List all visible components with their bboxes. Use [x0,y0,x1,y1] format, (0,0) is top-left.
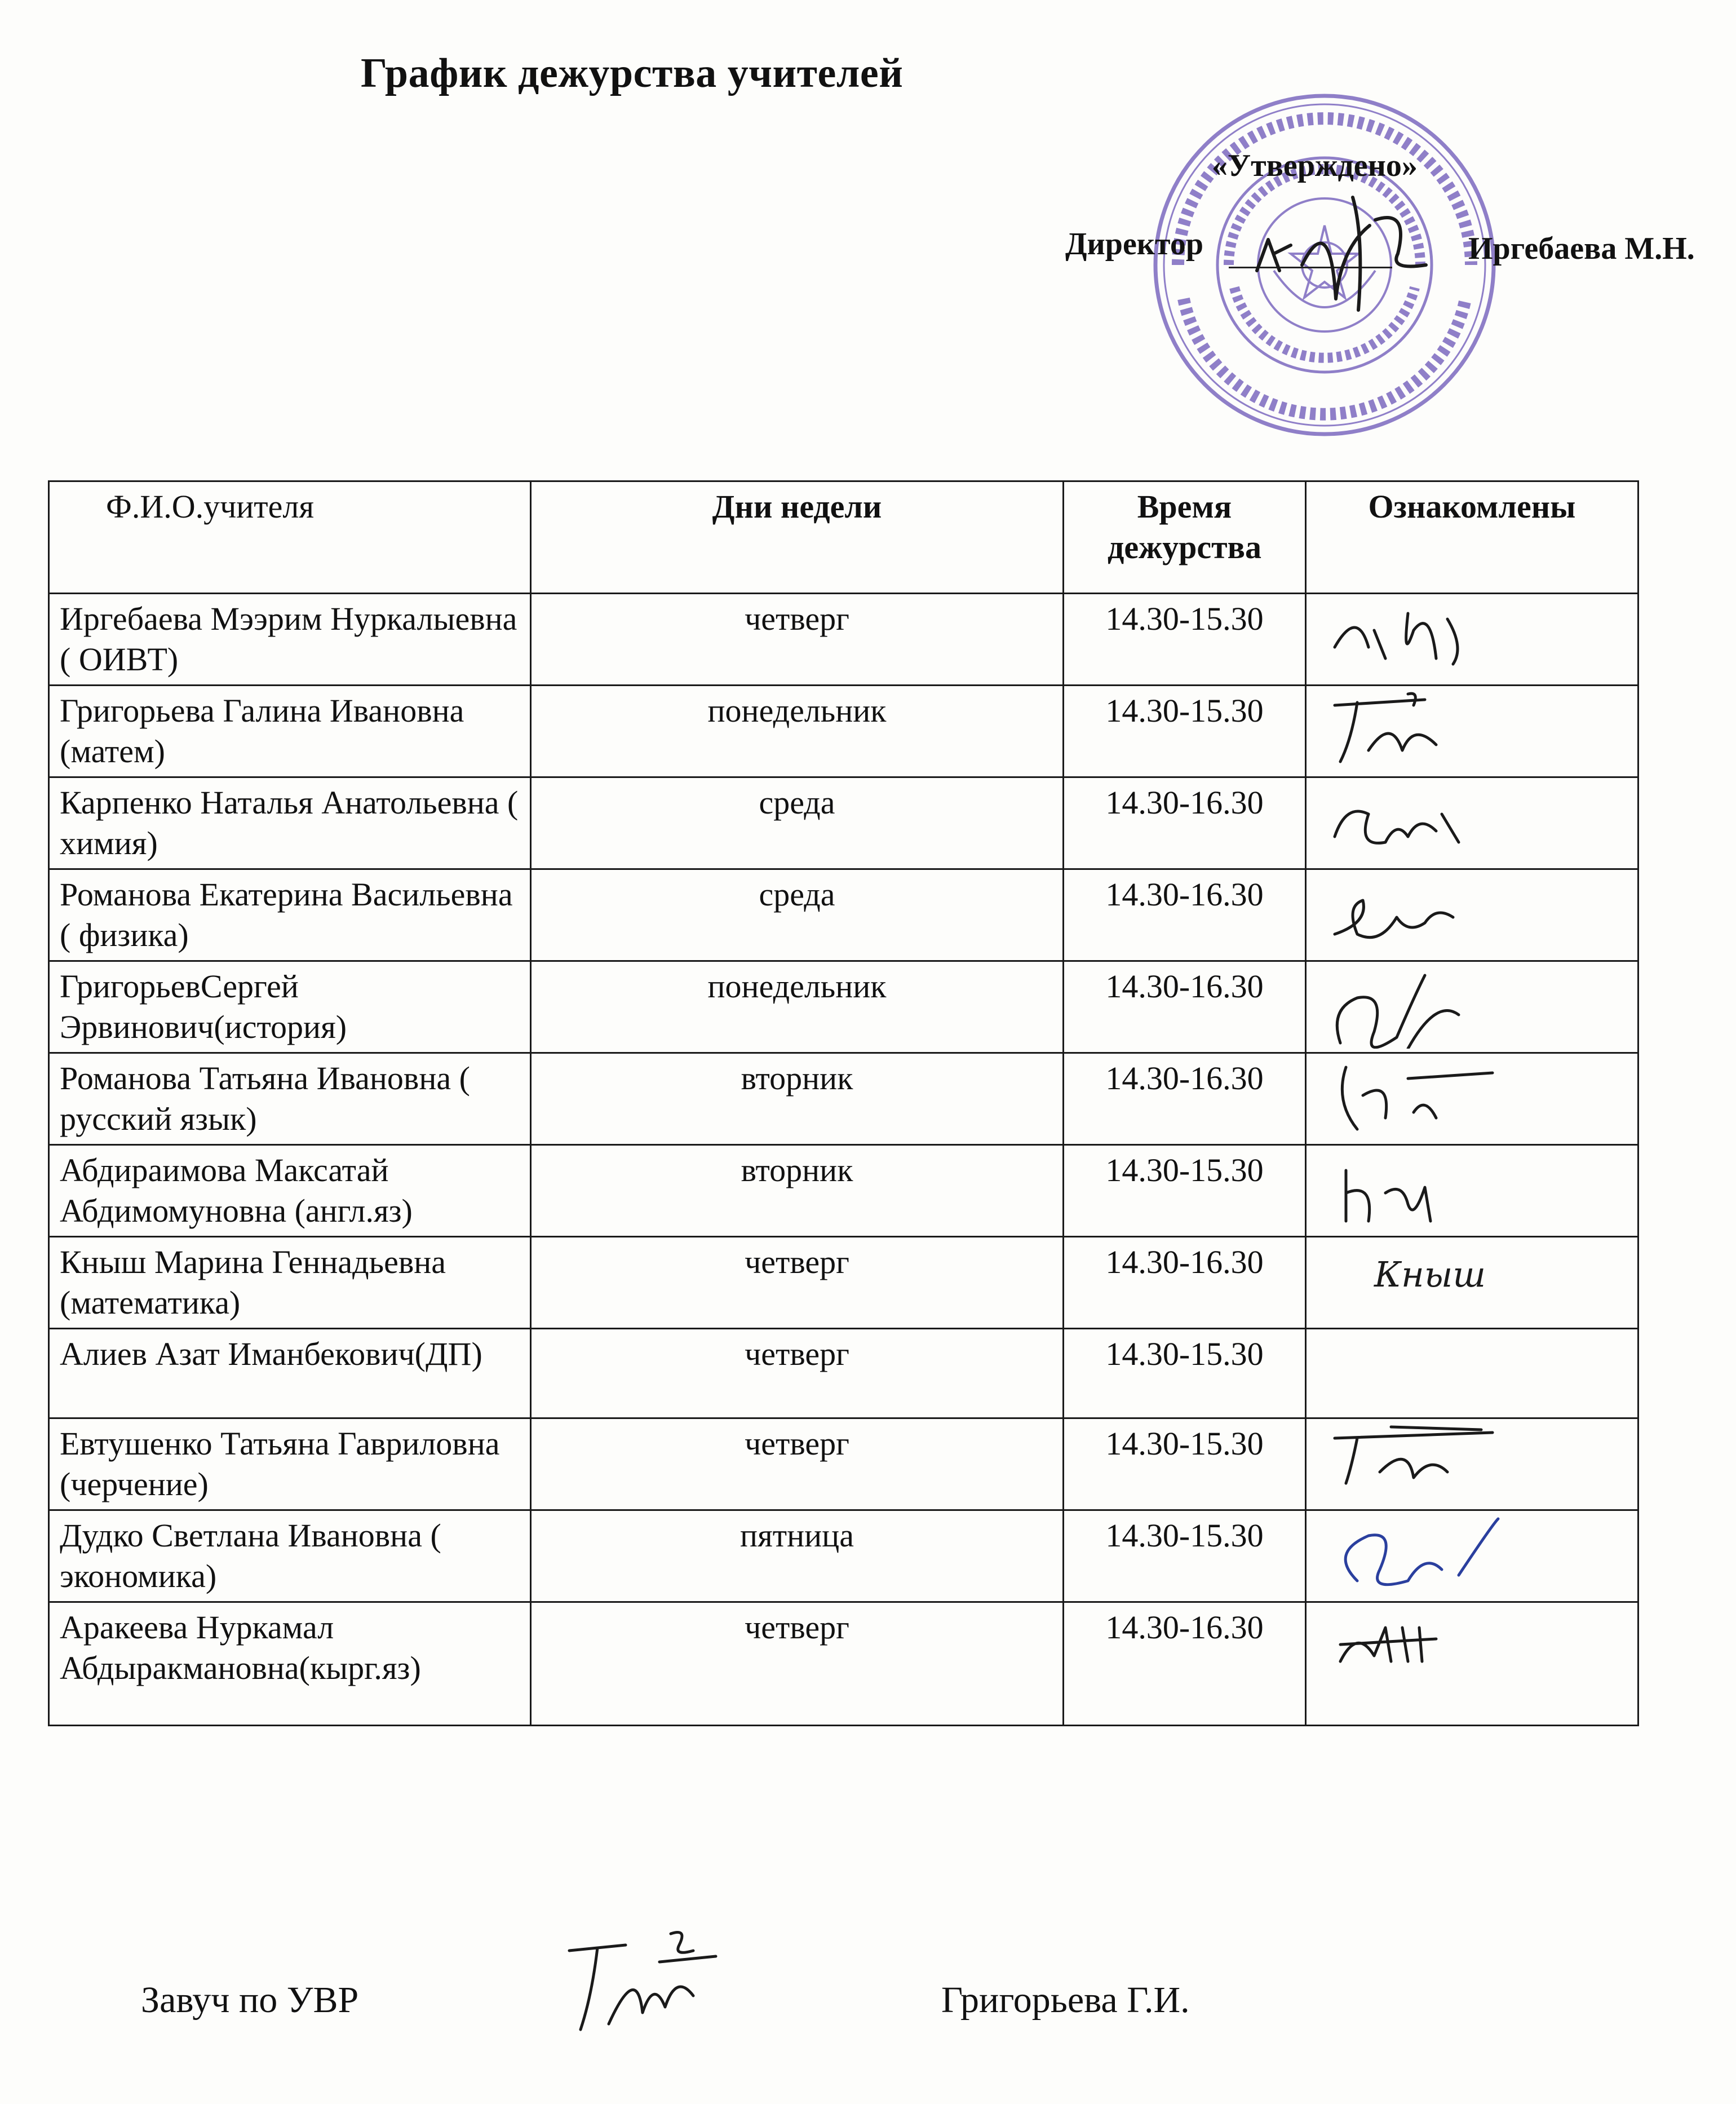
duty-time: 14.30-15.30 [1064,1329,1306,1418]
table-row [49,1418,1638,1510]
approval-label: «Утверждено» [1212,148,1418,183]
teacher-name: Романова Татьяна Ивановна ( русский язык) [49,1053,531,1145]
duty-day: четверг [531,1237,1064,1329]
duty-time: 14.30-16.30 [1064,1237,1306,1329]
signature-scribble [1323,1513,1515,1598]
director-name: Иргебаева М.Н. [1468,231,1695,266]
duty-time: 14.30-15.30 [1064,686,1306,777]
duty-time: 14.30-15.30 [1064,594,1306,686]
acknowledgement-signature [1306,1510,1638,1602]
document-title: График дежурства учителей [361,50,904,96]
table-row [49,1145,1638,1237]
duty-day: четверг [531,594,1064,686]
duty-time: 14.30-15.30 [1064,1145,1306,1237]
table-row [49,1237,1638,1329]
duty-day: среда [531,869,1064,961]
teacher-name: ГригорьевСергей Эрвинович(история) [49,961,531,1053]
teacher-name: Кныш Марина Геннадьевна (математика) [49,1237,531,1329]
teacher-name: Романова Екатерина Васильевна ( физика) [49,869,531,961]
teacher-name: Алиев Азат Иманбекович(ДП) [49,1329,531,1418]
signature-scribble [1323,780,1515,865]
duty-day: среда [531,777,1064,869]
table-row [49,961,1638,1053]
acknowledgement-signature [1306,961,1638,1053]
table-row [49,1510,1638,1602]
table-row [49,1329,1638,1418]
acknowledgement-signature [1306,1053,1638,1145]
signature-scribble [1323,1148,1515,1232]
column-header-name: Ф.И.О.учителя [49,481,531,594]
footer-role: Завуч по УВР [141,1979,359,2021]
column-header-acknowledged: Ознакомлены [1306,481,1638,594]
column-header-time: Время дежурства [1064,481,1306,594]
signature-scribble [1323,872,1515,957]
duty-day: четверг [531,1418,1064,1510]
table-row [49,1053,1638,1145]
acknowledgement-signature [1306,1418,1638,1510]
signature-scribble [1323,1421,1515,1506]
table-row [49,869,1638,961]
table-row [49,594,1638,686]
teacher-name: Карпенко Наталья Анатольевна ( химия) [49,777,531,869]
duty-day: вторник [531,1053,1064,1145]
acknowledgement-signature [1306,1602,1638,1726]
duty-time: 14.30-16.30 [1064,961,1306,1053]
duty-day: четверг [531,1329,1064,1418]
column-header-days: Дни недели [531,481,1064,594]
acknowledgement-signature [1306,1237,1638,1329]
signature-scribble [1323,1605,1515,1690]
duty-time: 14.30-15.30 [1064,1510,1306,1602]
duty-day: четверг [531,1602,1064,1726]
teacher-name: Иргебаева Мээрим Нуркалыевна ( ОИВТ) [49,594,531,686]
acknowledgement-signature [1306,1145,1638,1237]
duty-day: пятница [531,1510,1064,1602]
duty-day: понедельник [531,961,1064,1053]
duty-day: вторник [531,1145,1064,1237]
duty-time: 14.30-16.30 [1064,1602,1306,1726]
duty-schedule-table [48,480,1639,1726]
signature-scribble [1323,688,1515,773]
duty-time: 14.30-16.30 [1064,869,1306,961]
footer-name: Григорьева Г.И. [941,1979,1190,2021]
table-row [49,1602,1638,1726]
signature-scribble [1323,964,1515,1049]
table-row [49,686,1638,777]
acknowledgement-signature [1306,686,1638,777]
duty-time: 14.30-16.30 [1064,777,1306,869]
signature-scribble [1323,596,1515,681]
acknowledgement-signature [1306,777,1638,869]
director-signature [1246,186,1449,316]
acknowledgement-signature [1306,1329,1638,1418]
handwritten-signature-text: Кныш [1374,1254,1486,1295]
teacher-name: Дудко Светлана Ивановна ( экономика) [49,1510,531,1602]
duty-time: 14.30-16.30 [1064,1053,1306,1145]
duty-time: 14.30-15.30 [1064,1418,1306,1510]
signature-scribble [1323,1056,1515,1141]
teacher-name: Аракеева Нуркамал Абдыракмановна(кырг.яз) [49,1602,531,1726]
teacher-name: Григорьева Галина Ивановна (матем) [49,686,531,777]
teacher-name: Евтушенко Татьяна Гавриловна (черчение) [49,1418,531,1510]
table-row [49,777,1638,869]
duty-day: понедельник [531,686,1064,777]
deputy-director-signature [558,1911,727,2046]
teacher-name: Абдираимова Максатай Абдимомуновна (англ.яз) [49,1145,531,1237]
table-header-row [49,481,1638,594]
acknowledgement-signature [1306,869,1638,961]
acknowledgement-signature [1306,594,1638,686]
director-label: Директор [1065,227,1203,262]
